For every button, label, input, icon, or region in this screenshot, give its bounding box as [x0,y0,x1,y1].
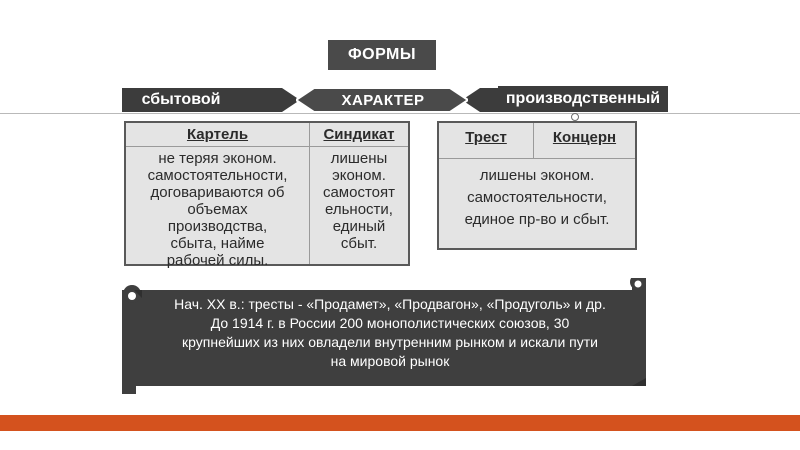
characteristic-label: ХАРАКТЕР [341,91,425,109]
header-concern: Концерн [552,129,617,146]
header-cartel: Картель [186,126,249,143]
table-trust-concern [437,121,637,250]
forms-title: ФОРМЫ [328,40,436,70]
header-trust: Трест [465,129,507,146]
bottom-accent-bar [0,415,800,431]
connector-dot [571,113,579,121]
cartel-description: не теряя эконом. самостоятельности, договариваются об объемах производства, сбыта, найме рабочей силы. [147,150,288,269]
syndicate-description: лишены эконом. самостоят ельности, единый сбыт. [322,150,396,252]
sales-type-label: сбытовой [122,88,240,112]
table-cartel-syndicate [124,121,410,269]
scroll-text: Нач. ХХ в.: тресты - «Продамет», «Продвагон», «Продуголь» и др. До 1914 г. в России 200 монополистических союзов, 30 крупнейших из них овладели внутренним рынком и искали пути на мировой рынок [174,296,606,369]
trust-concern-description: лишены эконом. самостоятельности, единое пр-во и сбыт. [464,167,610,228]
production-type-label: производственный [498,86,668,112]
table-divider [439,158,635,159]
header-syndicate: Синдикат [323,126,395,143]
table-divider [126,146,408,147]
divider-line [0,113,800,114]
